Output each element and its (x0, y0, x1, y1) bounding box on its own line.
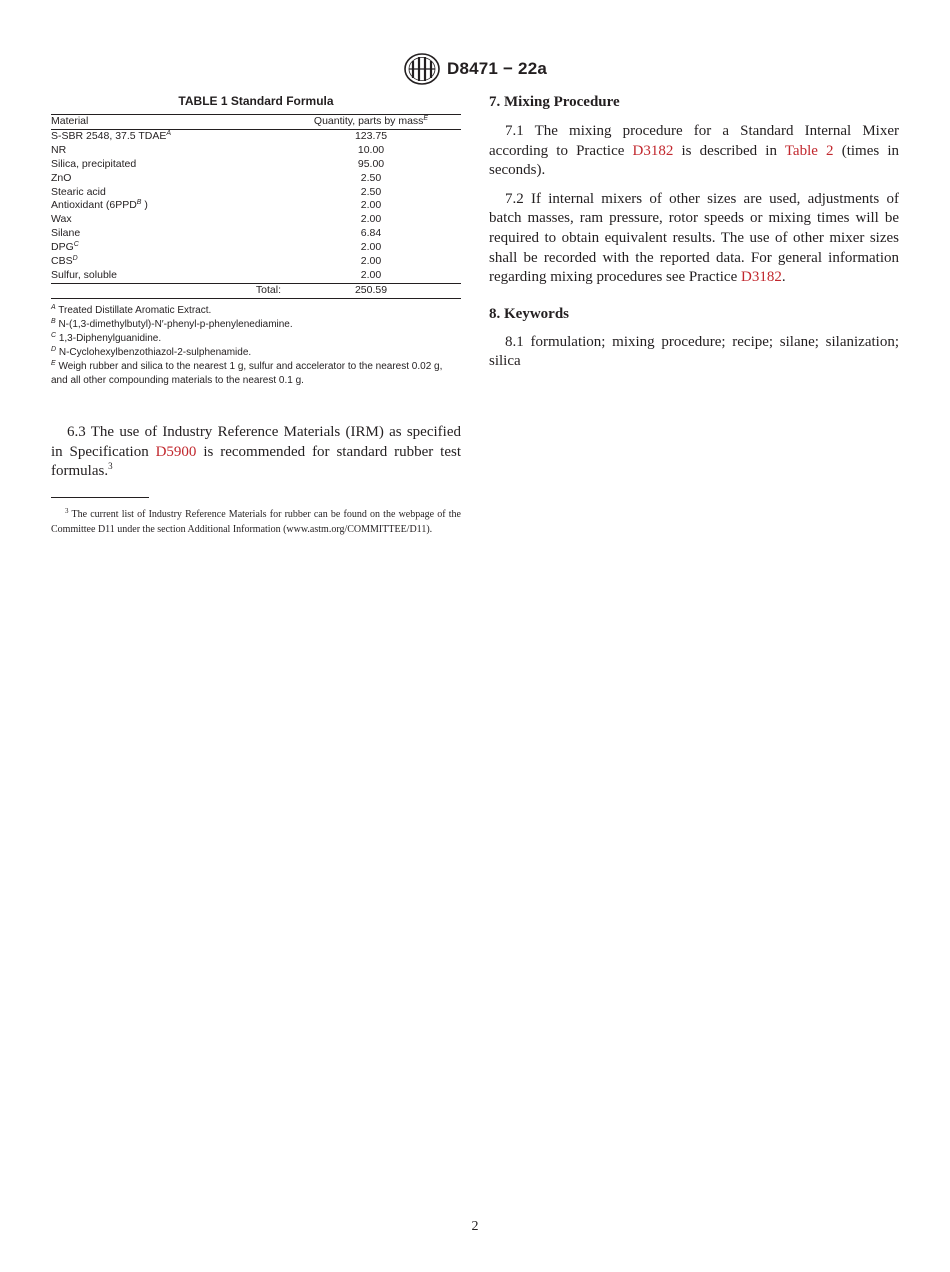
total-label: Total: (51, 283, 281, 298)
material-cell: Antioxidant ($6PPD^B$ ) (51, 199, 148, 212)
table-header-row (51, 115, 461, 130)
table-note: $^B$ N-(1,3-dimethylbutyl)-N′-phenyl-p-phenylenediamine. (51, 317, 293, 330)
quantity-cell: 6.84 (360, 227, 382, 240)
material-cell: Silane (51, 227, 81, 240)
table-note: $^C$ 1,3-Diphenylguanidine. (51, 331, 162, 344)
link-table-2[interactable]: Table 2 (784, 142, 834, 159)
table-row (51, 227, 461, 241)
footnote-ref-3[interactable]: 3 (108, 461, 113, 472)
quantity-cell: 2.00 (360, 199, 382, 212)
table-total-row (51, 283, 461, 298)
page-number: 2 (471, 1219, 479, 1234)
table-row (51, 241, 461, 255)
link-d3182-2[interactable]: D3182 (740, 269, 782, 286)
quantity-cell: 10.00 (357, 143, 385, 156)
paragraph-7-1: 7.1 The mixing procedure for a Standard Internal Mixer according to Practice D3182 is described in Table 2 (times in seconds). (489, 123, 900, 179)
section-8-heading: 8. Keywords (489, 305, 569, 322)
footnote-3: $^3$ The current list of Industry Reference Materials for rubber can be found on the webpage of the Committee D11 under the section Additional Information (www.astm.org/COMMITTEE/D11). (51, 507, 461, 536)
paragraph-6-3: 6.3 The use of Industry Reference Materials (IRM) as specified in Specification D5900 is recommended for standard rubber test formulas.$^3$ (51, 424, 462, 480)
material-cell: Stearic acid (51, 185, 106, 198)
astm-logo-icon (403, 52, 441, 86)
link-d5900[interactable]: D5900 (155, 443, 197, 460)
table-note: $^A$ Treated Distillate Aromatic Extract. (51, 304, 212, 316)
material-cell: NR (51, 143, 67, 156)
quantity-cell: 2.00 (360, 255, 382, 268)
right-column (489, 92, 899, 372)
table-row (51, 172, 461, 186)
table-footnotes (51, 304, 461, 387)
material-cell: ZnO (51, 171, 72, 184)
paragraph-7-2: 7.2 If internal mixers of other sizes are used, adjustments of batch masses, ram pressure, rotor speeds or mixing times will be required to obtain equivalent results. The use of other mixer sizes shall be recorded with the reported data. For general information regarding mixing procedures see Practice D3182. (489, 190, 899, 286)
page-header (0, 52, 950, 86)
document-id: D8471 − 22a (446, 59, 548, 78)
table-row (51, 199, 461, 213)
material-cell: S-SBR 2548, 37.5 $TDAE^A$ (51, 129, 172, 142)
table-row (51, 213, 461, 227)
quantity-cell: 95.00 (357, 157, 385, 170)
column-header-material: Material (51, 115, 281, 130)
quantity-cell: 2.00 (360, 213, 382, 226)
quantity-cell: 123.75 (354, 129, 388, 142)
material-cell: Wax (51, 213, 72, 226)
footnote-divider (51, 497, 149, 498)
table-note: $^D$ N-Cyclohexylbenzothiazol-2-sulphenamide. (51, 345, 252, 358)
material-cell: $CBS^D$ (51, 255, 78, 268)
total-value: 250.59 (281, 283, 461, 298)
quantity-cell: 2.00 (360, 268, 382, 281)
material-cell: Silica, precipitated (51, 157, 137, 170)
column-header-quantity: Quantity, parts by mass$^E$ (281, 115, 461, 130)
section-7-heading: 7. Mixing Procedure (489, 94, 620, 110)
material-cell: $DPG^C$ (51, 241, 79, 254)
table-row (51, 144, 461, 158)
table-row (51, 158, 461, 172)
table-row (51, 269, 461, 283)
material-cell: Sulfur, soluble (51, 268, 117, 281)
standard-formula-table (51, 114, 461, 299)
quantity-cell: 2.50 (360, 185, 382, 198)
quantity-cell: 2.00 (360, 241, 382, 254)
table-title: TABLE 1 Standard Formula (178, 94, 334, 108)
quantity-cell: 2.50 (360, 171, 382, 184)
table-row (51, 255, 461, 269)
table-row (51, 186, 461, 200)
paragraph-8-1: 8.1 formulation; mixing procedure; recipe; silane; silanization; silica (489, 333, 899, 370)
table-note: $^E$ Weigh rubber and silica to the nearest 1 g, sulfur and accelerator to the nearest 0.02 g, and all other compounding materials to the nearest 0.1 g. (51, 359, 443, 386)
link-d3182[interactable]: D3182 (632, 142, 674, 159)
table-row (51, 129, 461, 143)
